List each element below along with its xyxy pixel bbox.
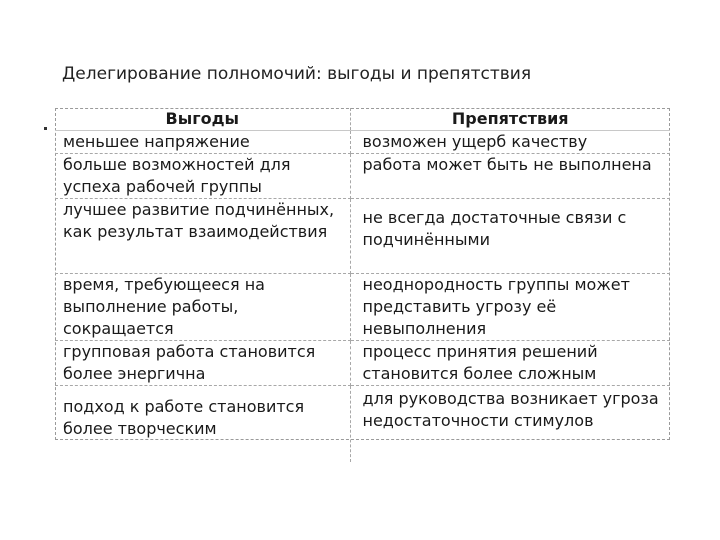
table-row xyxy=(55,199,670,274)
table-header-row xyxy=(55,108,670,131)
obstacle-cell: работа может быть не выполнена xyxy=(350,154,670,199)
page-title: Делегирование полномочий: выгоды и препятствия xyxy=(62,64,532,84)
table-row xyxy=(55,386,670,463)
benefits-obstacles-table xyxy=(55,108,670,462)
obstacle-cell: для руководства возникает угроза недостаточности стимулов xyxy=(362,389,659,430)
benefit-cell: лучшее развитие подчинённых, как результат взаимодействия xyxy=(55,199,350,274)
table-row xyxy=(55,154,670,199)
benefit-cell: групповая работа становится более энергична xyxy=(55,341,350,386)
benefit-cell: подход к работе становится более творческим xyxy=(55,386,350,463)
table-row xyxy=(55,131,670,154)
benefit-cell: время, требующееся на выполнение работы, сокращается xyxy=(55,274,350,341)
obstacle-cell: процесс принятия решений становится более сложным xyxy=(350,341,670,386)
header-benefits: Выгоды xyxy=(55,108,350,131)
table-row xyxy=(55,274,670,341)
obstacle-cell: не всегда достаточные связи с подчинёнными xyxy=(350,199,670,274)
table-row xyxy=(55,341,670,386)
benefit-cell: больше возможностей для успеха рабочей группы xyxy=(55,154,350,199)
header-obstacles: Препятствия xyxy=(350,108,670,131)
obstacle-cell: неоднородность группы может представить угрозу её невыполнения xyxy=(350,274,670,341)
obstacle-cell: возможен ущерб качеству xyxy=(350,131,670,154)
benefit-cell: меньшее напряжение xyxy=(55,131,350,154)
bullet-dot xyxy=(44,127,47,130)
